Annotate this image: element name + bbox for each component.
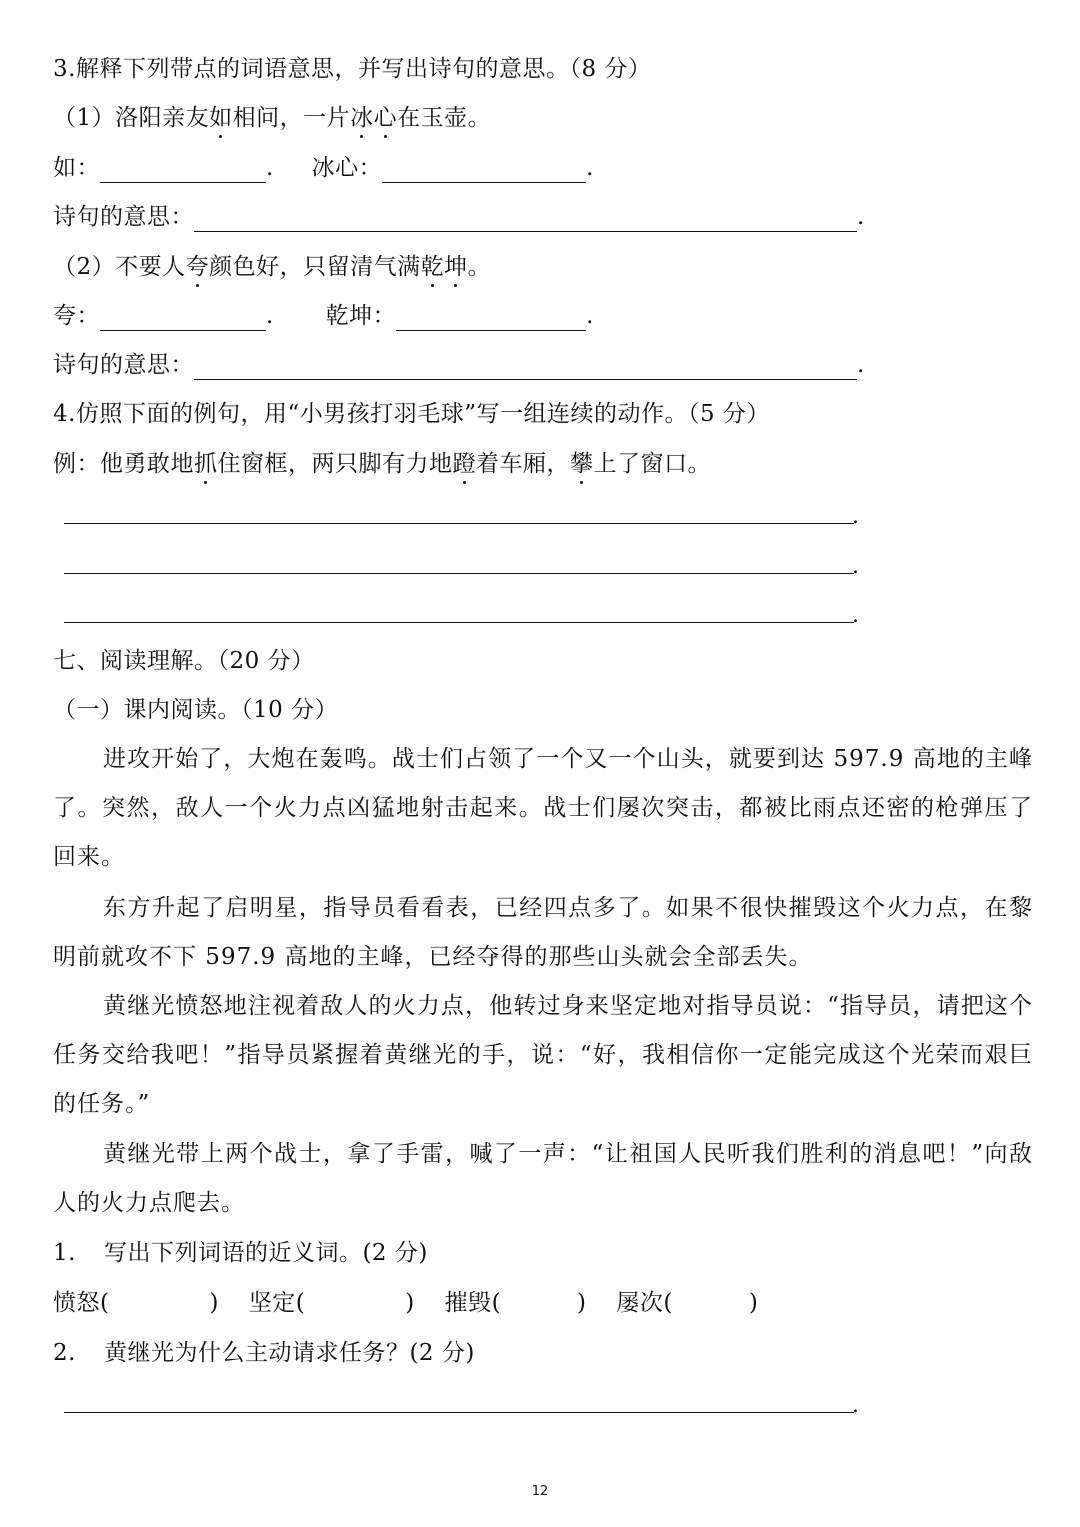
- q3-poem-2-c: 。: [467, 254, 492, 280]
- synonym-close-3: ): [577, 1290, 587, 1316]
- reading-paragraph-1: 进攻开始了，大炮在轰鸣。战士们占领了一个又一个山头，就要到达 597.9 高地的主峰了。突然，敌人一个火力点凶猛地射击起来。战士们屡次突击，都被比雨点还密的枪弹压了回来。: [53, 746, 1033, 870]
- q3-blank-row-1: [53, 153, 594, 183]
- period: .: [586, 303, 594, 329]
- q3-poem-1-a: （1）洛阳亲友: [53, 105, 210, 131]
- q3-title: 3.解释下列带点的词语意思，并写出诗句的意思。（8 分）: [53, 56, 652, 82]
- q3-meaning-row-1: [53, 202, 865, 232]
- synonym-word-4: 屡次(: [616, 1290, 673, 1316]
- period: .: [266, 303, 274, 329]
- q4-example-b: 住窗框，两只脚有力地: [217, 451, 453, 477]
- period: .: [852, 504, 859, 529]
- q3-blank-qiankun[interactable]: [396, 306, 586, 331]
- reading-q1-number: 1.: [53, 1240, 76, 1266]
- synonym-word-3: 摧毁(: [444, 1290, 502, 1316]
- q3-dotted-word-4: [421, 254, 468, 280]
- q3-poem-2: [53, 252, 491, 282]
- period: .: [852, 554, 859, 579]
- period: .: [586, 155, 594, 181]
- q4-answer-line-1[interactable]: [64, 523, 854, 524]
- q3-meaning-blank-1[interactable]: [194, 207, 857, 232]
- q3-poem-1-b: 相问，一片: [232, 105, 351, 131]
- q3-dotted-word-1: 如: [209, 105, 233, 131]
- reading-paragraph-4: 黄继光带上两个战士，拿了手雷，喊了一声：“让祖国人民听我们胜利的消息吧！”向敌人的火力点爬去。: [53, 1141, 1033, 1216]
- q3-label-kua: 夸：: [53, 303, 100, 329]
- q3-label-bingxin: 冰心：: [311, 155, 383, 181]
- section7-title: 七、阅读理解。（20 分）: [53, 648, 315, 674]
- period: .: [852, 1393, 859, 1418]
- dotted-char: 坤: [444, 254, 468, 280]
- q3-meaning-label-1: 诗句的意思：: [53, 204, 194, 230]
- q3-blank-bingxin[interactable]: [382, 158, 586, 183]
- q3-label-qiankun: 乾坤：: [325, 303, 397, 329]
- q4-example-a: 例：他勇敢地: [53, 451, 194, 477]
- period: .: [852, 603, 859, 628]
- synonym-word-2: 坚定(: [248, 1290, 306, 1316]
- reading-q2: [53, 1338, 475, 1368]
- reading-q2-answer-line[interactable]: [64, 1412, 854, 1413]
- q4-answer-line-3[interactable]: [64, 622, 854, 623]
- page-number: 12: [531, 1484, 549, 1499]
- q3-poem-1-c: 在玉壶。: [397, 105, 492, 131]
- q4-example-e: 上了窗口。: [593, 451, 711, 477]
- reading-q1-text: 写出下列词语的近义词。(2 分): [103, 1240, 428, 1266]
- synonym-close-1: ): [209, 1290, 219, 1316]
- reading-q1: [53, 1238, 428, 1268]
- dotted-char: 乾: [420, 254, 445, 280]
- q3-label-ru: 如：: [53, 155, 100, 181]
- q4-example: [53, 449, 711, 479]
- q3-poem-1: [53, 103, 491, 133]
- reading-q1-words: [53, 1288, 758, 1318]
- synonym-close-2: ): [405, 1290, 415, 1316]
- q4-dotted-word-zhua: 抓: [194, 451, 218, 477]
- q3-meaning-label-2: 诗句的意思：: [53, 352, 194, 378]
- q4-example-c: 着车厢，: [476, 451, 570, 477]
- q4-title: 4.仿照下面的例句，用“小男孩打羽毛球”写一组连续的动作。（5 分）: [53, 401, 770, 427]
- dotted-char: 心: [373, 105, 398, 131]
- section7-sub1: （一）课内阅读。（10 分）: [53, 697, 339, 723]
- synonym-word-1: 愤怒(: [53, 1290, 110, 1316]
- synonym-close-4: ): [748, 1290, 759, 1316]
- q4-dotted-word-pan: 攀: [570, 451, 594, 477]
- reading-q2-number: 2.: [53, 1340, 76, 1366]
- q4-answer-line-2[interactable]: [64, 573, 854, 574]
- q3-blank-kua[interactable]: [100, 306, 266, 331]
- q3-meaning-row-2: [53, 350, 865, 380]
- period: .: [266, 155, 274, 181]
- reading-q2-text: 黄继光为什么主动请求任务？(2 分): [103, 1340, 475, 1366]
- period: .: [857, 352, 865, 378]
- q3-poem-2-a: （2）不要人: [53, 254, 186, 280]
- period: .: [857, 204, 865, 230]
- dotted-char: 冰: [350, 105, 374, 131]
- q4-dotted-word-deng: 蹬: [452, 451, 476, 477]
- reading-paragraph-2: 东方升起了启明星，指导员看看表，已经四点多了。如果不很快摧毁这个火力点，在黎明前就攻不下 597.9 高地的主峰，已经夺得的那些山头就会全部丢失。: [53, 895, 1033, 970]
- q3-blank-row-2: [53, 301, 594, 331]
- q3-dotted-word-2: [350, 105, 397, 131]
- q3-meaning-blank-2[interactable]: [194, 355, 857, 380]
- q3-poem-2-b: 颜色好，只留清气满: [209, 254, 421, 280]
- reading-paragraph-3: 黄继光愤怒地注视着敌人的火力点，他转过身来坚定地对指导员说：“指导员，请把这个任务交给我吧！”指导员紧握着黄继光的手，说：“好，我相信你一定能完成这个光荣而艰巨的任务。”: [53, 993, 1033, 1117]
- q3-blank-ru[interactable]: [100, 158, 266, 183]
- q3-dotted-word-3: 夸: [185, 254, 210, 280]
